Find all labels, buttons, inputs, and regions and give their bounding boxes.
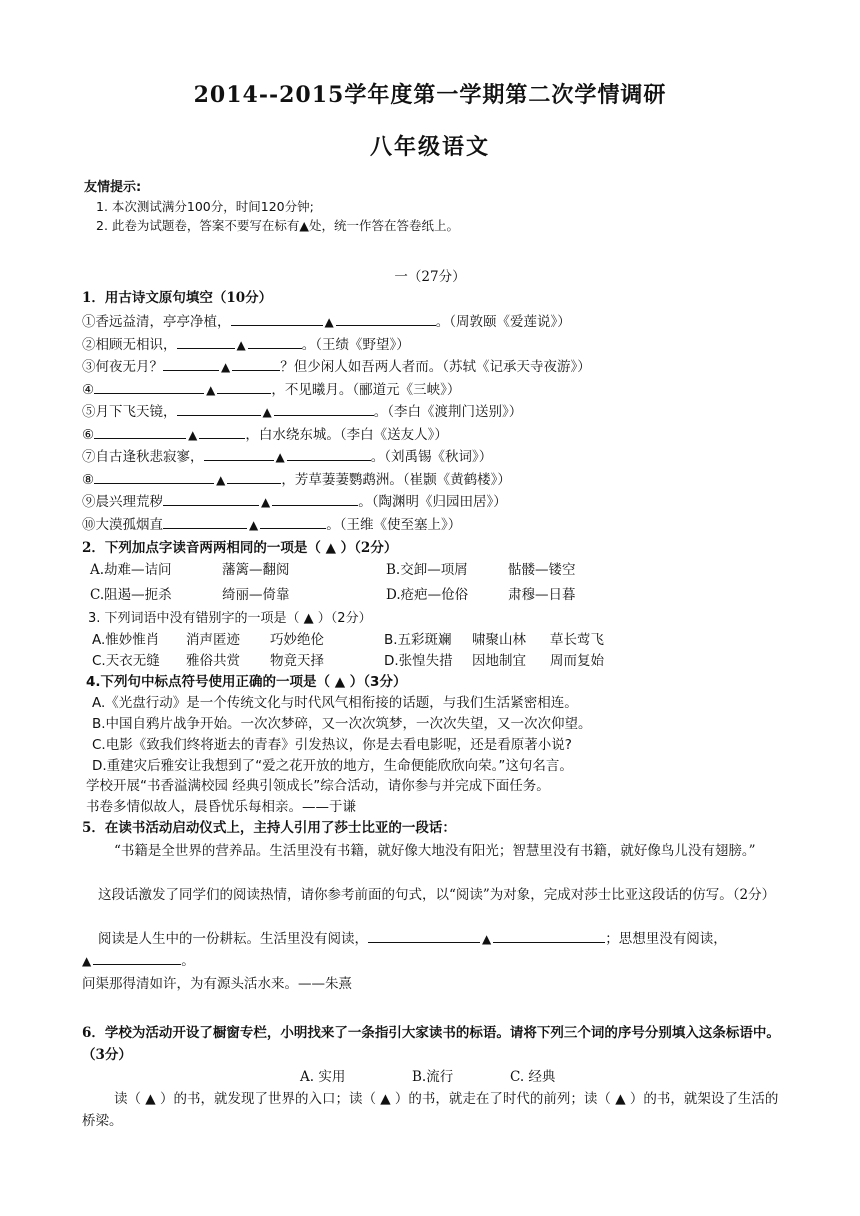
q3-option: B.五彩斑斓: [384, 632, 452, 648]
q2-option: A.劫难—诘问: [90, 562, 172, 578]
q6-title: 6．学校为活动开设了橱窗专栏，小明找来了一条指引大家读书的标语。请将下列三个词的序号分别填入这条标语中。（3分）: [82, 1025, 780, 1063]
tip-item: 1. 本次测试满分100分，时间120分钟;: [96, 199, 314, 214]
q3-option: 巧妙绝伦: [270, 632, 324, 648]
q1-line: ②相顾无相识， ▲ 。（王绩《野望》）: [82, 334, 410, 355]
answer-marker-icon: ▲: [262, 405, 272, 419]
answer-marker-icon: ▲: [82, 954, 92, 968]
exam-title: 2014--2015学年度第一学期第二次学情调研: [193, 82, 667, 108]
answer-marker-icon: ▲: [482, 932, 492, 946]
q1-line: ④ ▲ ，不见曦月。（郦道元《三峡》）: [82, 379, 460, 400]
q2-option: 骷髅—镂空: [508, 562, 576, 578]
q4-option: A.《光盘行动》是一个传统文化与时代风气相衔接的话题，与我们生活紧密相连。: [92, 695, 578, 711]
q3-option: 因地制宜: [472, 653, 526, 669]
section-heading: 一（27分）: [394, 269, 466, 285]
answer-marker-icon: ▲: [249, 518, 259, 532]
q1-line: ⑩大漠孤烟直 ▲ 。（王维《使至塞上》）: [82, 514, 461, 535]
q1-line: ③何夜无月？ ▲ ？但少闲人如吾两人者而。（苏轼《记承天寺夜游》）: [82, 356, 591, 377]
q3-option: 消声匿迹: [186, 632, 240, 648]
q5-quote2: 问渠那得清如许，为有源头活水来。——朱熹: [82, 976, 352, 992]
answer-marker-icon: ▲: [188, 428, 198, 442]
q5-answer-line: ▲ 。: [82, 950, 195, 971]
activity-intro: 学校开展“书香溢满校园 经典引领成长”综合活动，请你参与并完成下面任务。: [86, 778, 550, 794]
q1-line: ⑥ ▲ ，白水绕东城。（李白《送友人》）: [82, 424, 448, 445]
q6-choice: B.流行: [412, 1069, 454, 1085]
q2-option: 绮丽—倚靠: [222, 587, 290, 603]
q3-option: 啸聚山林: [472, 632, 526, 648]
q2-option: D.疮疤—伧俗: [386, 587, 469, 603]
q4-option: B.中国自鸦片战争开始。一次次梦碎，又一次次筑梦，一次次失望，又一次次仰望。: [92, 716, 592, 732]
q5-answer-line: 阅读是人生中的一份耕耘。生活里没有阅读， ▲ ；思想里没有阅读，: [98, 928, 727, 949]
tips-heading: 友情提示:: [84, 180, 142, 195]
q4-option: D.重建灾后雅安让我想到了“爱之花开放的地方，生命便能欣欣向荣。”这句名言。: [92, 758, 573, 774]
tip-item: 2. 此卷为试题卷，答案不要写在标有▲处，统一作答在答卷纸上。: [96, 218, 460, 233]
q1-line: ⑦自古逢秋悲寂寥， ▲ 。（刘禹锡《秋词》）: [82, 446, 492, 467]
q1-line: ⑤月下飞天镜， ▲ 。（李白《渡荆门送别》）: [82, 401, 522, 422]
q3-option: 物竟天择: [270, 653, 324, 669]
answer-marker-icon: ▲: [236, 338, 246, 352]
q5-quote: “书籍是全世界的营养品。生活里没有书籍，就好像大地没有阳光；智慧里没有书籍，就好像鸟儿没有翅膀。”: [114, 843, 756, 859]
answer-marker-icon: ▲: [216, 473, 226, 487]
answer-marker-icon: ▲: [221, 360, 231, 374]
q6-sentence: 读（ ▲ ）的书，就发现了世界的入口；读（ ▲ ）的书，就走在了时代的前列；读（ ▲ ）的书，就架设了生活的桥梁。: [82, 1091, 779, 1129]
q1-title: 1．用古诗文原句填空（10分）: [82, 290, 273, 306]
q2-option: 藩篱—翻阅: [222, 562, 290, 578]
q3-option: 雅俗共赏: [186, 653, 240, 669]
q2-option: 肃穆—日暮: [508, 587, 576, 603]
q1-line: ①香远益清，亭亭净植， ▲ 。（周敦颐《爱莲说》）: [82, 311, 571, 332]
answer-marker-icon: ▲: [261, 495, 271, 509]
q2-option: B.交卸—项屑: [386, 562, 468, 578]
q4-option: C.电影《致我们终将逝去的青春》引发热议，你是去看电影呢，还是看原著小说?: [92, 737, 572, 753]
answer-marker-icon: ▲: [275, 450, 285, 464]
q3-option: 周而复始: [550, 653, 604, 669]
q3-option: D.张惶失措: [384, 653, 453, 669]
q2-title: 2．下列加点字读音两两相同的一项是（ ▲ ）（2分）: [82, 540, 398, 556]
q5-title: 5．在读书活动启动仪式上，主持人引用了莎士比亚的一段话：: [82, 820, 456, 836]
q4-title: 4.下列句中标点符号使用正确的一项是（ ▲ ）（3分）: [86, 674, 407, 690]
q3-option: A.惟妙惟肖: [92, 632, 160, 648]
q1-line: ⑧ ▲ ，芳草萋萋鹦鹉洲。（崔颢《黄鹤楼》）: [82, 469, 511, 490]
q3-option: C.天衣无缝: [92, 653, 160, 669]
q6-choice: C. 经典: [510, 1069, 556, 1085]
activity-quote: 书卷多情似故人，晨昏忧乐每相亲。——于谦: [86, 799, 356, 815]
answer-marker-icon: ▲: [324, 315, 334, 329]
answer-marker-icon: ▲: [206, 383, 216, 397]
q1-line: ⑨晨兴理荒秽 ▲ 。（陶渊明《归园田居》）: [82, 491, 507, 512]
q3-option: 草长莺飞: [550, 632, 604, 648]
q5-instruction: 这段话激发了同学们的阅读热情，请你参考前面的句式，以“阅读”为对象，完成对莎士比亚这段话的仿写。（2分）: [98, 887, 776, 903]
q6-choice: A. 实用: [300, 1069, 346, 1085]
exam-subtitle: 八年级语文: [369, 134, 490, 160]
q3-title: 3. 下列词语中没有错别字的一项是（ ▲ ）（2分）: [88, 611, 372, 626]
q2-option: C.阻遏—扼杀: [90, 587, 172, 603]
